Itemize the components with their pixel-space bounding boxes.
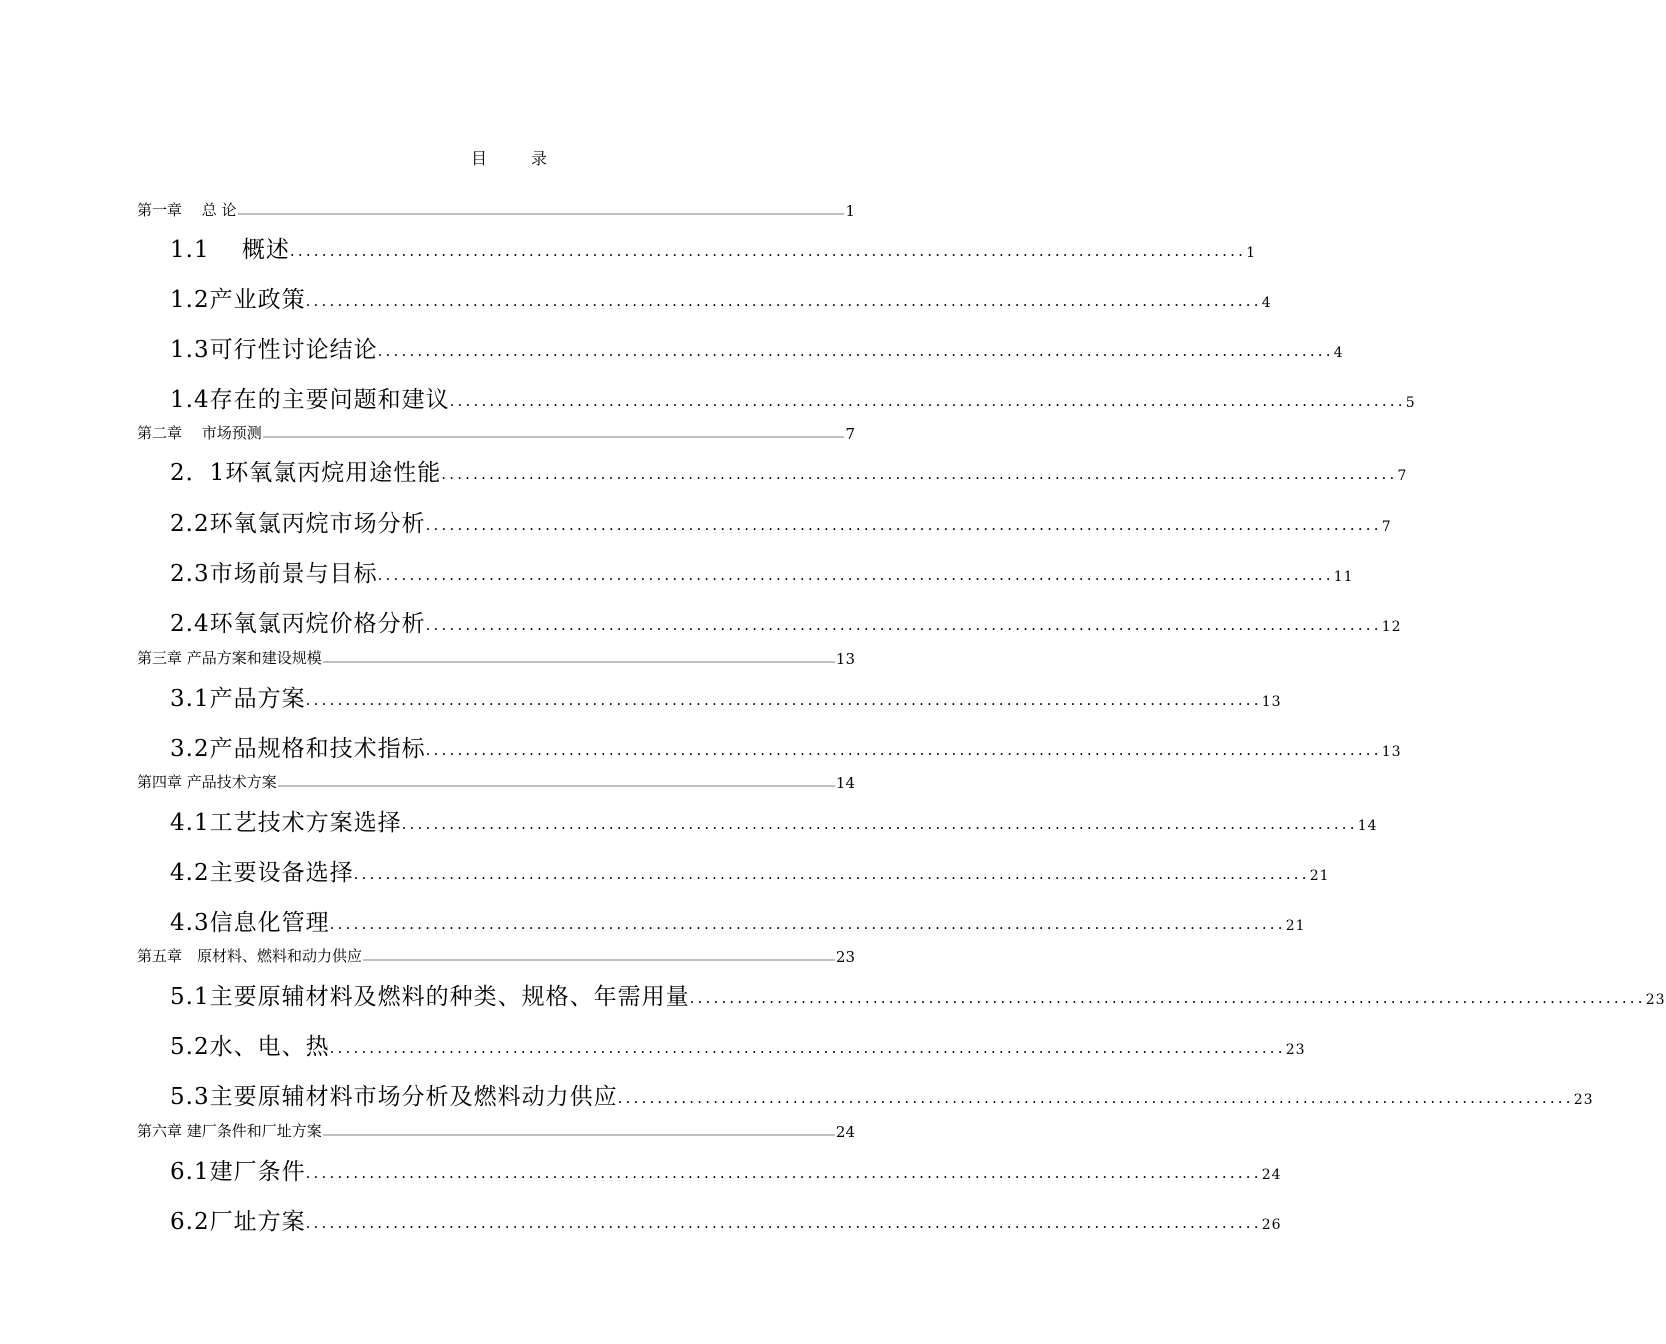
- toc-chapter-3[interactable]: [137, 646, 855, 668]
- dot-leader: ........................................................................................................................: [289, 242, 1247, 260]
- dot-leader: ........................................................................................................................: [305, 691, 1262, 709]
- dot-leader: [263, 436, 845, 438]
- toc-label: 5.1主要原辅材料及燃料的种类、规格、年需用量: [170, 984, 690, 1010]
- toc-section-4-1[interactable]: [170, 801, 1378, 837]
- toc-page-number: 23: [835, 948, 855, 966]
- toc-section-1-2[interactable]: [170, 278, 1272, 314]
- toc-heading-left: 目: [470, 149, 489, 168]
- toc-chapter-5[interactable]: [137, 944, 855, 966]
- toc-label: 第一章 总 论: [137, 201, 237, 219]
- toc-section-1-1[interactable]: [170, 228, 1256, 264]
- toc-chapter-6[interactable]: [137, 1119, 855, 1141]
- toc-label: 2．1环氧氯丙烷用途性能: [170, 460, 442, 486]
- dot-leader: ........................................................................................................................: [689, 989, 1646, 1007]
- toc-label: 4.3信息化管理: [170, 910, 330, 936]
- dot-leader: ........................................................................................................................: [401, 815, 1358, 833]
- toc-heading-right: 录: [531, 149, 550, 168]
- toc-page-number: 23: [1573, 1092, 1594, 1108]
- toc-page-number: 26: [1261, 1217, 1282, 1233]
- dot-leader: ........................................................................................................................: [305, 1214, 1262, 1232]
- toc-section-2-3[interactable]: [170, 552, 1354, 588]
- toc-page-number: 11: [1333, 569, 1354, 585]
- dot-leader: [238, 213, 845, 215]
- toc-section-5-1[interactable]: [170, 975, 1666, 1011]
- dot-leader: [363, 959, 835, 961]
- dot-leader: ........................................................................................................................: [377, 342, 1334, 360]
- dot-leader: ........................................................................................................................: [425, 616, 1382, 634]
- toc-section-2-4[interactable]: [170, 602, 1402, 638]
- toc-label: 3.1产品方案: [170, 686, 306, 712]
- toc-label: 5.2水、电、热: [170, 1034, 330, 1060]
- toc-label: 6.1建厂条件: [170, 1159, 306, 1185]
- dot-leader: [278, 785, 835, 787]
- toc-page-number: 13: [1261, 694, 1282, 710]
- toc-page-number: 13: [835, 650, 855, 668]
- toc-label: 2.2环氧氯丙烷市场分析: [170, 511, 426, 537]
- toc-page-number: 4: [1333, 345, 1344, 361]
- toc-page-number: 24: [835, 1123, 855, 1141]
- toc-page-number: 14: [835, 774, 855, 792]
- dot-leader: ........................................................................................................................: [425, 516, 1382, 534]
- toc-page-number: 14: [1357, 818, 1378, 834]
- toc-section-6-2[interactable]: [170, 1200, 1282, 1236]
- toc-section-4-2[interactable]: [170, 851, 1330, 887]
- toc-page-number: 7: [1397, 468, 1408, 484]
- toc-label: 1.2产业政策: [170, 287, 306, 313]
- toc-page-number: 7: [845, 425, 855, 443]
- toc-section-6-1[interactable]: [170, 1150, 1282, 1186]
- toc-page-number: 12: [1381, 619, 1402, 635]
- dot-leader: [323, 661, 835, 663]
- toc-label: 第五章 原材料、燃料和动力供应: [137, 947, 363, 965]
- toc-page-number: 13: [1381, 744, 1402, 760]
- toc-label: 1.4存在的主要问题和建议: [170, 387, 450, 413]
- toc-label: 4.1工艺技术方案选择: [170, 810, 402, 836]
- toc-label: 5.3主要原辅材料市场分析及燃料动力供应: [170, 1084, 618, 1110]
- toc-page-number: 24: [1261, 1167, 1282, 1183]
- toc-section-1-3[interactable]: [170, 328, 1344, 364]
- dot-leader: ........................................................................................................................: [305, 1164, 1262, 1182]
- toc-section-3-2[interactable]: [170, 727, 1402, 763]
- toc-label: 第二章 市场预测: [137, 424, 262, 442]
- toc-section-2-2[interactable]: [170, 502, 1392, 538]
- dot-leader: ........................................................................................................................: [305, 292, 1262, 310]
- toc-section-2-1[interactable]: [170, 451, 1408, 487]
- toc-chapter-4[interactable]: [137, 770, 855, 792]
- toc-chapter-2[interactable]: [137, 421, 855, 443]
- dot-leader: ........................................................................................................................: [449, 392, 1406, 410]
- toc-label: 第三章 产品方案和建设规模: [137, 649, 322, 667]
- toc-heading: [0, 146, 1020, 169]
- toc-label: 1.1 概述: [170, 237, 290, 263]
- toc-section-4-3[interactable]: [170, 901, 1306, 937]
- dot-leader: ........................................................................................................................: [329, 915, 1286, 933]
- toc-page-number: 21: [1309, 868, 1330, 884]
- toc-section-5-3[interactable]: [170, 1075, 1594, 1111]
- dot-leader: ........................................................................................................................: [617, 1089, 1574, 1107]
- toc-label: 4.2主要设备选择: [170, 860, 354, 886]
- toc-section-1-4[interactable]: [170, 378, 1416, 414]
- toc-label: 2.4环氧氯丙烷价格分析: [170, 611, 426, 637]
- dot-leader: ........................................................................................................................: [329, 1039, 1286, 1057]
- toc-label: 1.3可行性讨论结论: [170, 337, 378, 363]
- toc-section-3-1[interactable]: [170, 677, 1282, 713]
- toc-label: 第四章 产品技术方案: [137, 773, 277, 791]
- toc-page-number: 7: [1381, 519, 1392, 535]
- toc-page-number: 5: [1405, 395, 1416, 411]
- toc-page-number: 23: [1645, 992, 1666, 1008]
- dot-leader: ........................................................................................................................: [425, 741, 1382, 759]
- toc-label: 6.2厂址方案: [170, 1209, 306, 1235]
- dot-leader: [323, 1134, 835, 1136]
- dot-leader: ........................................................................................................................: [377, 566, 1334, 584]
- toc-page-number: 23: [1285, 1042, 1306, 1058]
- toc-label: 2.3市场前景与目标: [170, 561, 378, 587]
- toc-page-number: 1: [1246, 245, 1256, 261]
- toc-label: 第六章 建厂条件和厂址方案: [137, 1122, 322, 1140]
- toc-page-number: 21: [1285, 918, 1306, 934]
- toc-chapter-1[interactable]: [137, 198, 855, 220]
- dot-leader: ........................................................................................................................: [353, 865, 1310, 883]
- toc-section-5-2[interactable]: [170, 1025, 1306, 1061]
- toc-page-number: 1: [845, 202, 855, 220]
- toc-page-number: 4: [1261, 295, 1272, 311]
- dot-leader: ........................................................................................................................: [441, 465, 1398, 483]
- toc-label: 3.2产品规格和技术指标: [170, 736, 426, 762]
